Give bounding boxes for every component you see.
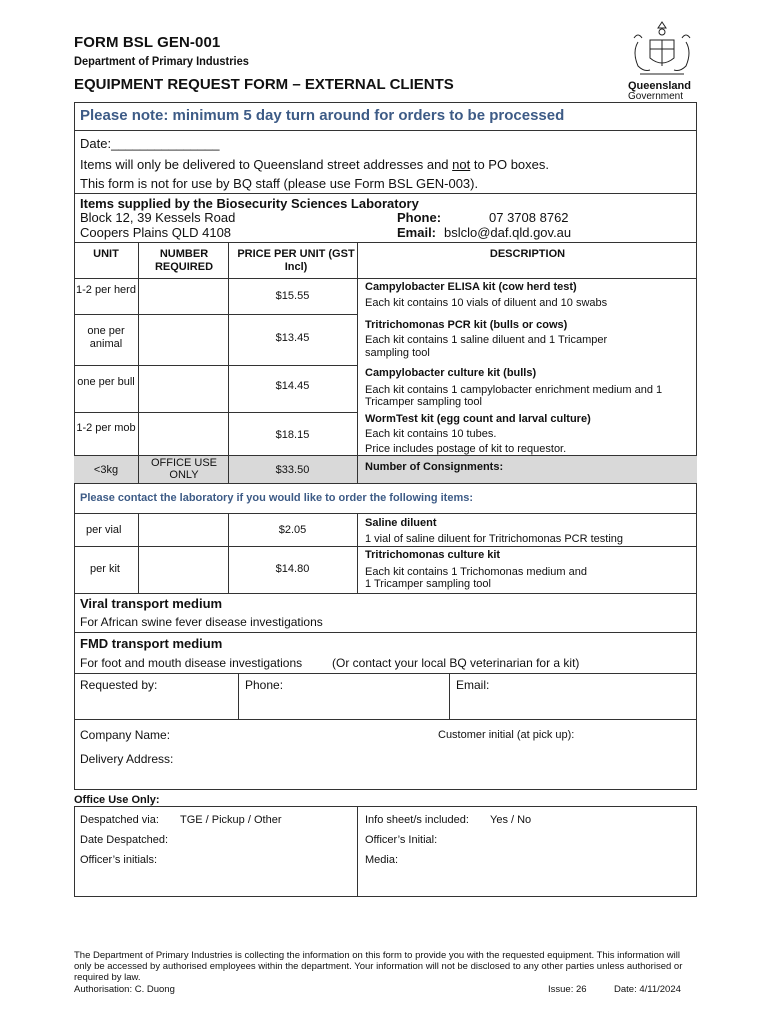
row1-unit: 1-2 per herd	[76, 284, 136, 296]
lab-address-line1: Block 12, 39 Kessels Road	[80, 210, 236, 225]
number-input-wormtest[interactable]	[139, 413, 228, 455]
officers-initials-field[interactable]: Officer’s initials:	[80, 854, 158, 866]
row2-price: $13.45	[275, 332, 310, 344]
number-input-tritrichomonas-pcr[interactable]	[139, 315, 228, 365]
info-sheets-yes-no[interactable]: Yes / No	[490, 814, 532, 826]
office-use-only-cell: OFFICE USE ONLY	[150, 457, 217, 481]
row4-title: WormTest kit (egg count and larval culture)	[365, 413, 591, 425]
consignment-price: $33.50	[275, 464, 310, 476]
row3-unit: one per bull	[77, 376, 135, 388]
fmd-transport-description: For foot and mouth disease investigations	[80, 656, 303, 670]
contact-row2-description: Each kit contains 1 Trichomonas medium and 1 Tricamper sampling tool	[365, 566, 587, 590]
col-header-number: NUMBER REQUIRED	[154, 248, 214, 273]
fmd-contact-note: (Or contact your local BQ veterinarian for a kit)	[332, 656, 580, 670]
number-input-campylobacter-culture[interactable]	[139, 366, 228, 412]
delivery-address-field[interactable]: Delivery Address:	[80, 752, 174, 766]
phone-field[interactable]: Phone:	[245, 678, 284, 692]
customer-initial-field[interactable]: Customer initial (at pick up):	[438, 729, 575, 741]
form-code: FORM BSL GEN-001	[74, 34, 221, 51]
row2-title: Tritrichomonas PCR kit (bulls or cows)	[365, 319, 568, 331]
row4-price: $18.15	[275, 429, 310, 441]
contact-row1-unit: per vial	[86, 524, 122, 536]
logo-subtitle: Government	[628, 91, 684, 102]
lab-heading: Items supplied by the Biosecurity Sciences Laboratory	[80, 196, 419, 211]
contact-row1-description: 1 vial of saline diluent for Tritrichomonas PCR testing	[365, 533, 624, 545]
row3-title: Campylobacter culture kit (bulls)	[365, 367, 537, 379]
phone-label: Phone:	[397, 210, 442, 225]
email-label: Email:	[397, 225, 437, 240]
contact-row2-title: Tritrichomonas culture kit	[365, 549, 501, 561]
col-header-price: PRICE PER UNIT (GST Incl)	[237, 248, 355, 273]
viral-transport-description: For African swine fever disease investigations	[80, 615, 323, 629]
info-sheets-label: Info sheet/s included:	[365, 814, 469, 826]
row1-price: $15.55	[275, 290, 310, 302]
department-name: Department of Primary Industries	[74, 54, 249, 68]
issue-number: Issue: 26	[548, 984, 587, 995]
viral-transport-title: Viral transport medium	[80, 596, 223, 611]
contact-lab-heading: Please contact the laboratory if you would like to order the following items:	[80, 492, 474, 504]
contact-row1-title: Saline diluent	[365, 517, 437, 529]
date-despatched-field[interactable]: Date Despatched:	[80, 834, 169, 846]
row3-price: $14.45	[275, 380, 310, 392]
requested-by-field[interactable]: Requested by:	[80, 678, 158, 692]
staff-note: This form is not for use by BQ staff (please use Form BSL GEN-003).	[80, 176, 479, 191]
email-field[interactable]: Email:	[456, 678, 490, 692]
contact-row1-price: $2.05	[278, 524, 307, 536]
company-name-field[interactable]: Company Name:	[80, 728, 171, 742]
consignment-label[interactable]: Number of Consignments:	[365, 461, 504, 473]
despatched-via-label: Despatched via:	[80, 814, 159, 826]
despatch-options[interactable]: TGE / Pickup / Other	[180, 814, 282, 826]
contact-row2-price: $14.80	[275, 563, 310, 575]
lab-phone: 07 3708 8762	[489, 210, 569, 225]
row4-description: Each kit contains 10 tubes.	[365, 428, 497, 440]
row2-unit: one per animal	[87, 325, 125, 350]
lab-address-line2: Coopers Plains QLD 4108	[80, 225, 232, 240]
office-use-heading: Office Use Only:	[74, 794, 160, 806]
date-field[interactable]: Date:_______________	[80, 136, 220, 151]
logo-wordmark: Queensland	[628, 80, 691, 92]
consignment-weight: <3kg	[93, 464, 119, 476]
row3-description: Each kit contains 1 campylobacter enrichment medium and 1 Tricamper sampling tool	[365, 384, 663, 408]
turnaround-notice: Please note: minimum 5 day turn around for orders to be processed	[80, 107, 565, 124]
number-input-saline-diluent[interactable]	[139, 514, 228, 546]
issue-date: Date: 4/11/2024	[614, 984, 681, 995]
delivery-restriction: Items will only be delivered to Queensland street addresses and not to PO boxes.	[80, 157, 549, 172]
row4-description-postage: Price includes postage of kit to requestor.	[365, 443, 567, 455]
officer-initial-field[interactable]: Officer’s Initial:	[365, 834, 438, 846]
privacy-statement: The Department of Primary Industries is collecting the information on this form to provide you with the requested equipment. This information will only be accessed by authorised employees within the department. Your information will not be disclosed to any other parties unless authorised or required by law.	[74, 950, 683, 983]
col-header-unit: UNIT	[93, 248, 119, 260]
fmd-transport-title: FMD transport medium	[80, 636, 223, 651]
col-header-description: DESCRIPTION	[489, 248, 566, 260]
row4-unit: 1-2 per mob	[76, 422, 136, 434]
lab-email: bslclo@daf.qld.gov.au	[444, 225, 572, 240]
form-title: EQUIPMENT REQUEST FORM – EXTERNAL CLIENTS	[74, 76, 454, 93]
contact-row2-unit: per kit	[90, 563, 120, 575]
media-field[interactable]: Media:	[365, 854, 399, 866]
number-input-tritrichomonas-culture[interactable]	[139, 547, 228, 593]
authorisation: Authorisation: C. Duong	[74, 984, 175, 995]
row2-description: Each kit contains 1 saline diluent and 1 Tricamper sampling tool	[365, 334, 608, 359]
row1-description: Each kit contains 10 vials of diluent and 10 swabs	[365, 297, 608, 309]
row1-title: Campylobacter ELISA kit (cow herd test)	[365, 281, 577, 293]
number-input-campylobacter-elisa[interactable]	[139, 279, 228, 314]
